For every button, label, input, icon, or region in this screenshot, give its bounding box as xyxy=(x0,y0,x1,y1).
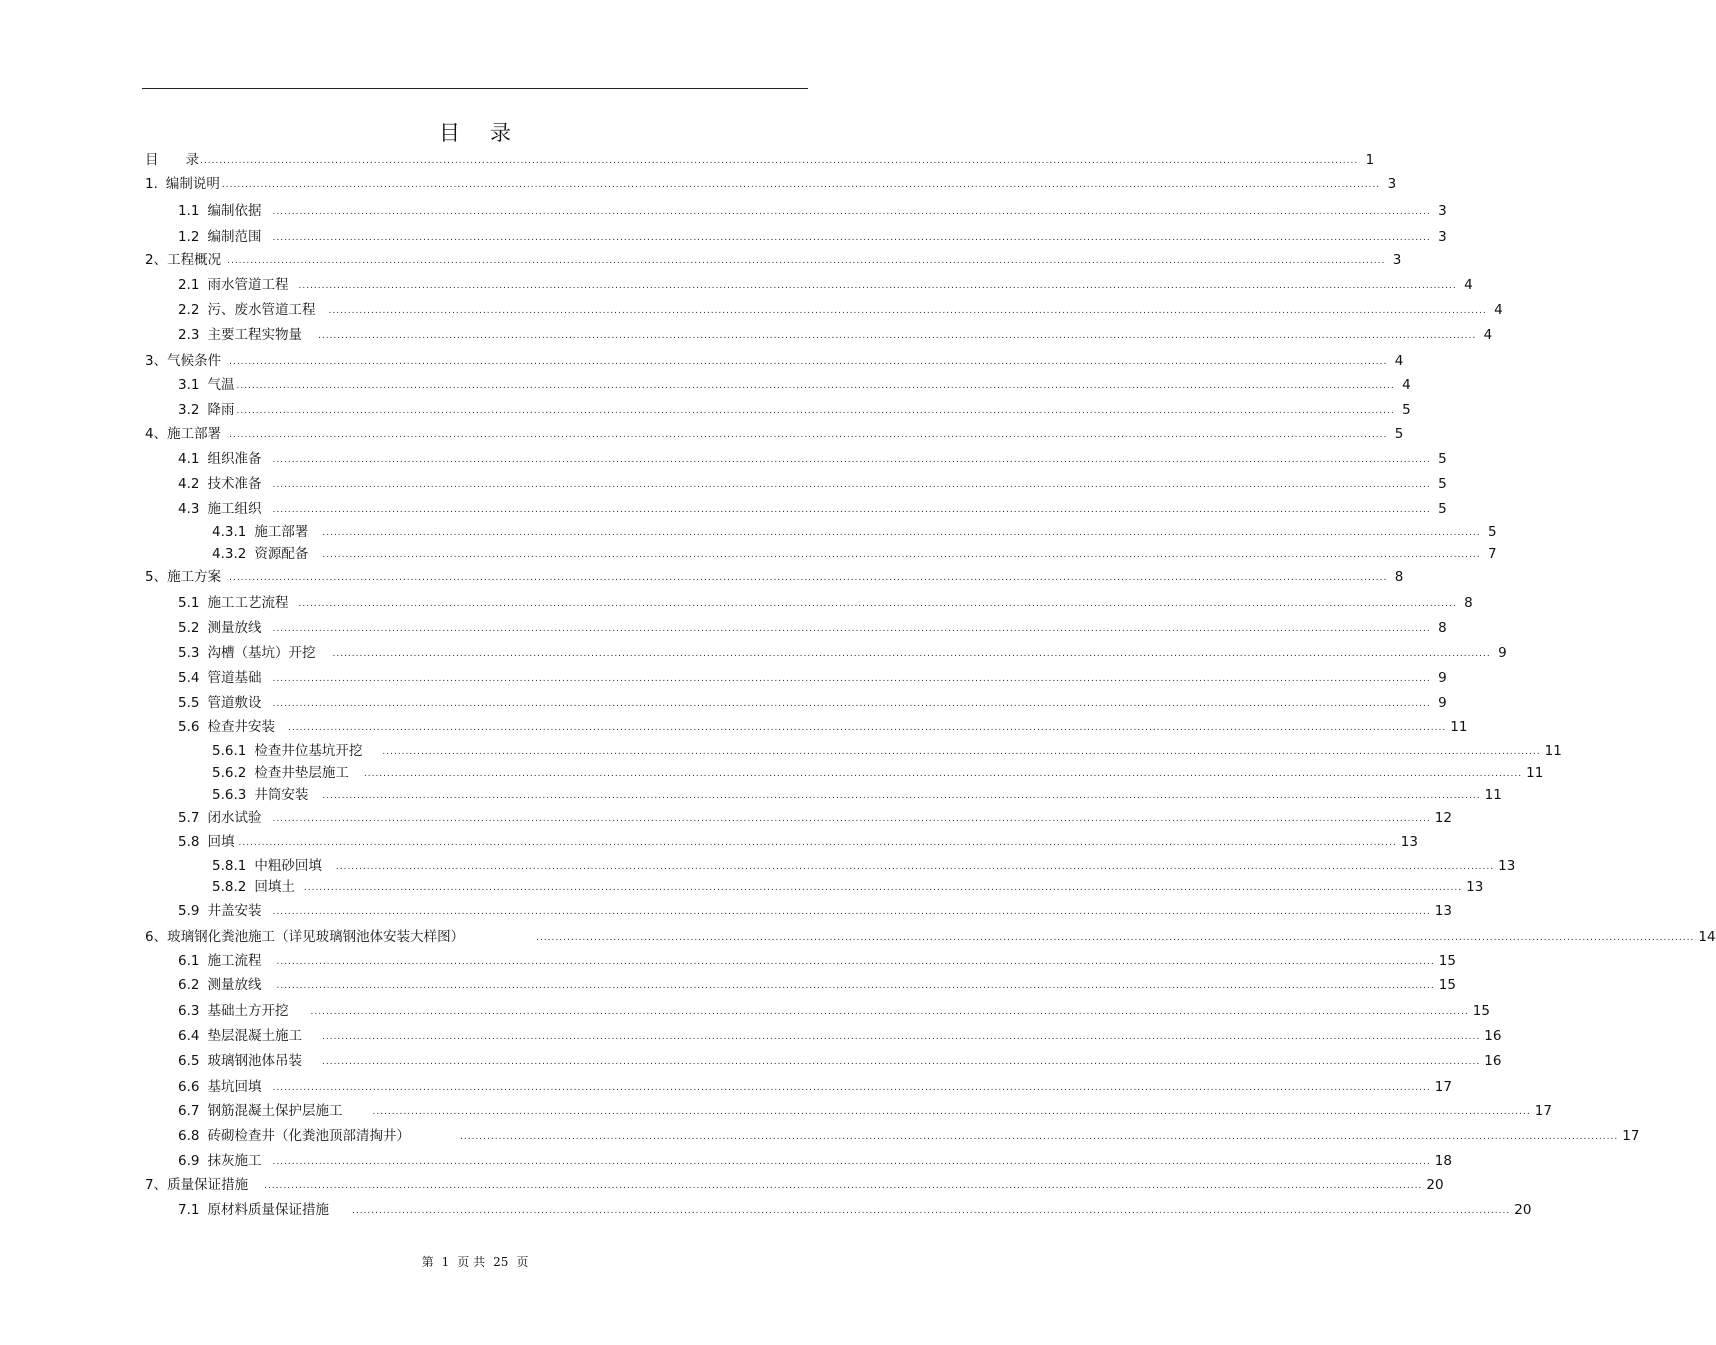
toc-entry[interactable] xyxy=(178,1153,1452,1169)
toc-entry-number: 2.2 xyxy=(178,302,200,318)
toc-entry-page-number: 11 xyxy=(1526,765,1544,781)
toc-entry-label: 井盖安装 xyxy=(207,903,262,919)
toc-entry[interactable] xyxy=(212,787,1502,803)
toc-entry[interactable] xyxy=(178,1003,1490,1019)
toc-entry[interactable] xyxy=(178,1202,1532,1218)
toc-entry-number: 5.8 xyxy=(178,834,200,850)
toc-entry-page-number: 9 xyxy=(1438,695,1447,711)
toc-entry-page-number: 13 xyxy=(1498,858,1516,874)
toc-entry-label: 资源配备 xyxy=(254,546,309,562)
toc-entry[interactable] xyxy=(178,953,1456,969)
toc-entry-page-number: 15 xyxy=(1438,977,1456,993)
toc-entry-page-number: 15 xyxy=(1472,1003,1490,1019)
toc-entry-number: 4.3 xyxy=(178,501,200,517)
toc-entry-page-number: 4 xyxy=(1464,277,1473,293)
toc-entry-label: 钢筋混凝土保护层施工 xyxy=(207,1103,343,1119)
toc-entry-label: 抹灰施工 xyxy=(207,1153,262,1169)
toc-entry-number: 6.1 xyxy=(178,953,200,969)
toc-entry-number: 1.2 xyxy=(178,229,200,245)
toc-entry-page-number: 3 xyxy=(1438,229,1447,245)
toc-entry-label: 检查井垫层施工 xyxy=(254,765,349,781)
dot-leader: ............................................................................................................................................................................................................................................................................................................ xyxy=(287,723,1447,733)
toc-entry-label: 目 录 xyxy=(145,152,199,168)
toc-entry-page-number: 4 xyxy=(1494,302,1503,318)
dot-leader: ............................................................................................................................................................................................................................................................................................................ xyxy=(272,1157,1431,1167)
toc-entry-page-number: 3 xyxy=(1438,203,1447,219)
toc-entry-label: 施工组织 xyxy=(207,501,262,517)
toc-entry-label: 主要工程实物量 xyxy=(207,327,302,343)
toc-entry-number: 5.5 xyxy=(178,695,200,711)
toc-entry-label: 施工流程 xyxy=(207,953,262,969)
dot-leader: ............................................................................................................................................................................................................................................................................................................ xyxy=(272,814,1431,824)
dot-leader: ............................................................................................................................................................................................................................................................................................................ xyxy=(321,1057,1481,1067)
toc-entry-label: 检查井位基坑开挖 xyxy=(254,743,363,759)
toc-entry[interactable] xyxy=(178,645,1507,661)
toc-entry-label: 井筒安装 xyxy=(254,787,309,803)
dot-leader: ............................................................................................................................................................................................................................................................................................................ xyxy=(536,933,1695,943)
toc-entry[interactable] xyxy=(178,203,1447,219)
toc-entry-number: 5.8.2 xyxy=(212,879,247,895)
toc-entry-page-number: 9 xyxy=(1498,645,1507,661)
toc-entry-page-number: 18 xyxy=(1434,1153,1452,1169)
dot-leader: ............................................................................................................................................................................................................................................................................................................ xyxy=(276,957,1435,967)
toc-entry-label: 测量放线 xyxy=(207,977,262,993)
toc-entry-label: 雨水管道工程 xyxy=(207,277,289,293)
dot-leader: ............................................................................................................................................................................................................................................................................................................ xyxy=(317,331,1477,341)
toc-entry-page-number: 11 xyxy=(1484,787,1502,803)
toc-entry-label: 施工部署 xyxy=(254,524,309,540)
toc-entry-number: 7、 xyxy=(145,1177,168,1193)
toc-entry-label: 组织准备 xyxy=(207,451,262,467)
dot-leader: ............................................................................................................................................................................................................................................................................................................ xyxy=(272,207,1431,217)
toc-entry-label: 气候条件 xyxy=(167,353,222,369)
toc-entry[interactable] xyxy=(212,743,1562,759)
footer-mid: 页 共 xyxy=(457,1255,486,1269)
toc-entry[interactable] xyxy=(178,476,1447,492)
toc-entry[interactable] xyxy=(178,229,1447,245)
toc-entry[interactable] xyxy=(178,670,1447,686)
toc-entry[interactable] xyxy=(178,277,1473,293)
toc-entry[interactable] xyxy=(145,1177,1444,1193)
toc-entry-number: 5.8.1 xyxy=(212,858,247,874)
dot-leader: ............................................................................................................................................................................................................................................................................................................ xyxy=(272,480,1431,490)
toc-entry-label: 编制说明 xyxy=(165,176,220,192)
toc-entry-number: 2.3 xyxy=(178,327,200,343)
toc-entry-number: 6.4 xyxy=(178,1028,200,1044)
toc-entry-label: 基础土方开挖 xyxy=(207,1003,289,1019)
dot-leader: ............................................................................................................................................................................................................................................................................................................ xyxy=(272,1083,1431,1093)
toc-entry[interactable] xyxy=(178,1103,1552,1119)
toc-entry-number: 5.2 xyxy=(178,620,200,636)
toc-entry[interactable] xyxy=(178,1079,1452,1095)
toc-entry[interactable] xyxy=(145,252,1402,268)
toc-entry-number: 5.6.3 xyxy=(212,787,247,803)
toc-entry-number: 4.2 xyxy=(178,476,200,492)
toc-entry-label: 中粗砂回填 xyxy=(254,858,322,874)
dot-leader: ............................................................................................................................................................................................................................................................................................................ xyxy=(322,528,1481,538)
title-char-2: 录 xyxy=(490,121,511,145)
toc-entry-number: 6、 xyxy=(145,929,168,945)
toc-entry-page-number: 13 xyxy=(1434,903,1452,919)
toc-entry-page-number: 5 xyxy=(1402,402,1411,418)
toc-entry-label: 编制依据 xyxy=(207,203,262,219)
dot-leader: ............................................................................................................................................................................................................................................................................................................ xyxy=(322,550,1481,560)
toc-entry-label: 施工工艺流程 xyxy=(207,595,289,611)
toc-entry-page-number: 3 xyxy=(1392,252,1402,268)
dot-leader: ............................................................................................................................................................................................................................................................................................................ xyxy=(303,883,1463,893)
toc-entry[interactable] xyxy=(212,858,1516,874)
dot-leader: ............................................................................................................................................................................................................................................................................................................ xyxy=(351,1206,1511,1216)
toc-entry-number: 3.2 xyxy=(178,402,200,418)
toc-entry-page-number: 15 xyxy=(1438,953,1456,969)
dot-leader: ............................................................................................................................................................................................................................................................................................................ xyxy=(382,747,1541,757)
toc-entry-number: 6.6 xyxy=(178,1079,200,1095)
toc-entry-page-number: 4 xyxy=(1394,353,1404,369)
toc-entry-number: 1.1 xyxy=(178,203,200,219)
toc-entry-page-number: 13 xyxy=(1466,879,1484,895)
toc-entry-page-number: 7 xyxy=(1488,546,1497,562)
toc-entry[interactable] xyxy=(178,302,1503,318)
dot-leader: ............................................................................................................................................................................................................................................................................................................ xyxy=(298,281,1457,291)
toc-entry-page-number: 1 xyxy=(1365,152,1375,168)
toc-entry-number: 3、 xyxy=(145,353,168,369)
toc-entry-number: 6.3 xyxy=(178,1003,200,1019)
dot-leader: ............................................................................................................................................................................................................................................................................................................ xyxy=(363,769,1523,779)
toc-entry-number: 5.6.2 xyxy=(212,765,247,781)
dot-leader: ............................................................................................................................................................................................................................................................................................................ xyxy=(328,306,1487,316)
dot-leader: ............................................................................................................................................................................................................................................................................................................ xyxy=(332,649,1491,659)
toc-entry[interactable] xyxy=(178,451,1447,467)
toc-entry-label: 回填 xyxy=(207,834,235,850)
toc-entry[interactable] xyxy=(178,834,1418,850)
toc-entry-label: 原材料质量保证措施 xyxy=(207,1202,329,1218)
dot-leader: ............................................................................................................................................................................................................................................................................................................ xyxy=(372,1107,1531,1117)
dot-leader: ............................................................................................................................................................................................................................................................................................................ xyxy=(335,862,1495,872)
dot-leader: ............................................................................................................................................................................................................................................................................................................ xyxy=(272,907,1431,917)
dot-leader: ............................................................................................................................................................................................................................................................................................................ xyxy=(272,699,1431,709)
toc-entry[interactable] xyxy=(178,810,1452,826)
toc-entry[interactable] xyxy=(178,402,1411,418)
toc-entry-page-number: 14 xyxy=(1698,929,1716,945)
toc-entry-page-number: 11 xyxy=(1450,719,1468,735)
toc-entry-page-number: 5 xyxy=(1438,501,1447,517)
toc-entry-label: 降雨 xyxy=(207,402,235,418)
toc-entry-page-number: 11 xyxy=(1544,743,1562,759)
toc-entry-number: 2.1 xyxy=(178,277,200,293)
toc-entry[interactable] xyxy=(178,620,1447,636)
dot-leader: ............................................................................................................................................................................................................................................................................................................ xyxy=(236,381,1395,391)
toc-entry-page-number: 12 xyxy=(1434,810,1452,826)
toc-entry-page-number: 17 xyxy=(1434,1079,1452,1095)
toc-entry[interactable] xyxy=(145,152,1375,168)
toc-entry-label: 玻璃钢化粪池施工（详见玻璃钢池体安装大样图） xyxy=(167,929,465,945)
toc-entry-label: 玻璃钢池体吊装 xyxy=(207,1053,302,1069)
toc-entry[interactable] xyxy=(212,879,1484,895)
toc-entry[interactable] xyxy=(178,1028,1502,1044)
toc-entry-number: 1. xyxy=(145,176,158,192)
dot-leader: ............................................................................................................................................................................................................................................................................................................ xyxy=(298,599,1457,609)
toc-entry-label: 管道敷设 xyxy=(207,695,262,711)
toc-entry-page-number: 17 xyxy=(1534,1103,1552,1119)
toc-entry-number: 2、 xyxy=(145,252,168,268)
toc-entry[interactable] xyxy=(145,176,1397,192)
toc-entry-label: 测量放线 xyxy=(207,620,262,636)
dot-leader: ............................................................................................................................................................................................................................................................................................................ xyxy=(264,1181,1423,1191)
toc-entry-page-number: 20 xyxy=(1426,1177,1444,1193)
toc-entry-label: 质量保证措施 xyxy=(167,1177,249,1193)
title-char-1: 目 xyxy=(439,121,460,145)
toc-entry[interactable] xyxy=(212,546,1497,562)
toc-entry-number: 5.7 xyxy=(178,810,200,826)
toc-entry-number: 5.6.1 xyxy=(212,743,247,759)
toc-entry[interactable] xyxy=(178,1053,1502,1069)
toc-entry-page-number: 5 xyxy=(1488,524,1497,540)
page-footer xyxy=(0,1253,950,1270)
toc-entry[interactable] xyxy=(145,929,1716,945)
toc-entry-number: 5、 xyxy=(145,569,168,585)
toc-entry-label: 沟槽（基坑）开挖 xyxy=(207,645,316,661)
dot-leader: ............................................................................................................................................................................................................................................................................................................ xyxy=(276,981,1435,991)
toc-entry-label: 技术准备 xyxy=(207,476,262,492)
footer-total-pages: 25 xyxy=(493,1255,509,1269)
toc-entry-number: 4、 xyxy=(145,426,168,442)
toc-entry[interactable] xyxy=(178,903,1452,919)
dot-leader: ............................................................................................................................................................................................................................................................................................................ xyxy=(272,505,1431,515)
toc-entry-label: 施工方案 xyxy=(167,569,222,585)
dot-leader: ............................................................................................................................................................................................................................................................................................................ xyxy=(272,455,1431,465)
dot-leader: ............................................................................................................................................................................................................................................................................................................ xyxy=(321,1032,1481,1042)
toc-entry-number: 4.3.1 xyxy=(212,524,247,540)
toc-entry-page-number: 5 xyxy=(1438,476,1447,492)
toc-entry-page-number: 13 xyxy=(1400,834,1418,850)
toc-entry-page-number: 8 xyxy=(1438,620,1447,636)
toc-entry-page-number: 4 xyxy=(1483,327,1493,343)
toc-entry-number: 5.9 xyxy=(178,903,200,919)
toc-entry[interactable] xyxy=(178,377,1411,393)
toc-entry-number: 6.7 xyxy=(178,1103,200,1119)
toc-entry[interactable] xyxy=(178,719,1468,735)
toc-entry-label: 工程概况 xyxy=(167,252,222,268)
toc-entry-page-number: 9 xyxy=(1438,670,1447,686)
dot-leader: ............................................................................................................................................................................................................................................................................................................ xyxy=(229,573,1388,583)
toc-entry[interactable] xyxy=(178,595,1473,611)
dot-leader: ............................................................................................................................................................................................................................................................................................................ xyxy=(459,1132,1619,1142)
dot-leader: ............................................................................................................................................................................................................................................................................................................ xyxy=(229,430,1388,440)
toc-entry-page-number: 5 xyxy=(1438,451,1447,467)
toc-entry[interactable] xyxy=(178,977,1456,993)
toc-entry-label: 检查井安装 xyxy=(207,719,275,735)
toc-entry-label: 回填土 xyxy=(254,879,295,895)
toc-entry-page-number: 5 xyxy=(1394,426,1404,442)
toc-entry[interactable] xyxy=(178,1128,1640,1144)
toc-entry-label: 编制范围 xyxy=(207,229,262,245)
toc-entry-number: 5.1 xyxy=(178,595,200,611)
footer-suffix: 页 xyxy=(516,1255,529,1269)
toc-entry-page-number: 16 xyxy=(1484,1028,1502,1044)
dot-leader: ............................................................................................................................................................................................................................................................................................................ xyxy=(272,624,1431,634)
toc-entry-page-number: 8 xyxy=(1464,595,1473,611)
toc-entry-label: 基坑回填 xyxy=(207,1079,262,1095)
toc-entry-page-number: 3 xyxy=(1387,176,1397,192)
toc-entry-label: 气温 xyxy=(207,377,235,393)
toc-entry-label: 污、废水管道工程 xyxy=(207,302,316,318)
toc-entry-label: 垫层混凝土施工 xyxy=(207,1028,302,1044)
dot-leader: ............................................................................................................................................................................................................................................................................................................ xyxy=(227,256,1386,266)
dot-leader: ............................................................................................................................................................................................................................................................................................................ xyxy=(238,838,1397,848)
toc-entry-page-number: 17 xyxy=(1622,1128,1640,1144)
toc-entry-number: 5.3 xyxy=(178,645,200,661)
footer-page-number: 1 xyxy=(441,1255,450,1269)
toc-entry-number: 3.1 xyxy=(178,377,200,393)
dot-leader: ............................................................................................................................................................................................................................................................................................................ xyxy=(229,357,1388,367)
footer-prefix: 第 xyxy=(421,1255,434,1269)
toc-entry-number: 5.6 xyxy=(178,719,200,735)
toc-entry[interactable] xyxy=(145,569,1404,585)
toc-entry-page-number: 16 xyxy=(1484,1053,1502,1069)
toc-entry-number: 4.3.2 xyxy=(212,546,247,562)
toc-entry[interactable] xyxy=(212,765,1544,781)
toc-entry-number: 6.9 xyxy=(178,1153,200,1169)
toc-entry[interactable] xyxy=(145,353,1404,369)
toc-entry-number: 4.1 xyxy=(178,451,200,467)
toc-entry-page-number: 4 xyxy=(1402,377,1411,393)
toc-entry-number: 7.1 xyxy=(178,1202,200,1218)
dot-leader: ............................................................................................................................................................................................................................................................................................................ xyxy=(310,1007,1469,1017)
toc-entry-number: 6.8 xyxy=(178,1128,200,1144)
dot-leader: ............................................................................................................................................................................................................................................................................................................ xyxy=(322,791,1481,801)
toc-entry-label: 闭水试验 xyxy=(207,810,262,826)
toc-entry-label: 砖砌检查井（化粪池顶部清掏井） xyxy=(207,1128,410,1144)
dot-leader: ............................................................................................................................................................................................................................................................................................................ xyxy=(272,674,1431,684)
toc-entry[interactable] xyxy=(178,695,1447,711)
toc-entry-page-number: 20 xyxy=(1514,1202,1532,1218)
toc-entry-number: 5.4 xyxy=(178,670,200,686)
dot-leader: ............................................................................................................................................................................................................................................................................................................ xyxy=(200,156,1359,166)
toc-entry[interactable] xyxy=(145,426,1404,442)
dot-leader: ............................................................................................................................................................................................................................................................................................................ xyxy=(236,406,1395,416)
toc-entry-label: 管道基础 xyxy=(207,670,262,686)
dot-leader: ............................................................................................................................................................................................................................................................................................................ xyxy=(272,233,1431,243)
dot-leader: ............................................................................................................................................................................................................................................................................................................ xyxy=(221,180,1381,190)
toc-entry-number: 6.5 xyxy=(178,1053,200,1069)
toc-entry-label: 施工部署 xyxy=(167,426,222,442)
toc-entry[interactable] xyxy=(178,501,1447,517)
toc-entry-number: 6.2 xyxy=(178,977,200,993)
toc-entry[interactable] xyxy=(212,524,1497,540)
toc-entry[interactable] xyxy=(178,327,1493,343)
toc-entry-page-number: 8 xyxy=(1394,569,1404,585)
